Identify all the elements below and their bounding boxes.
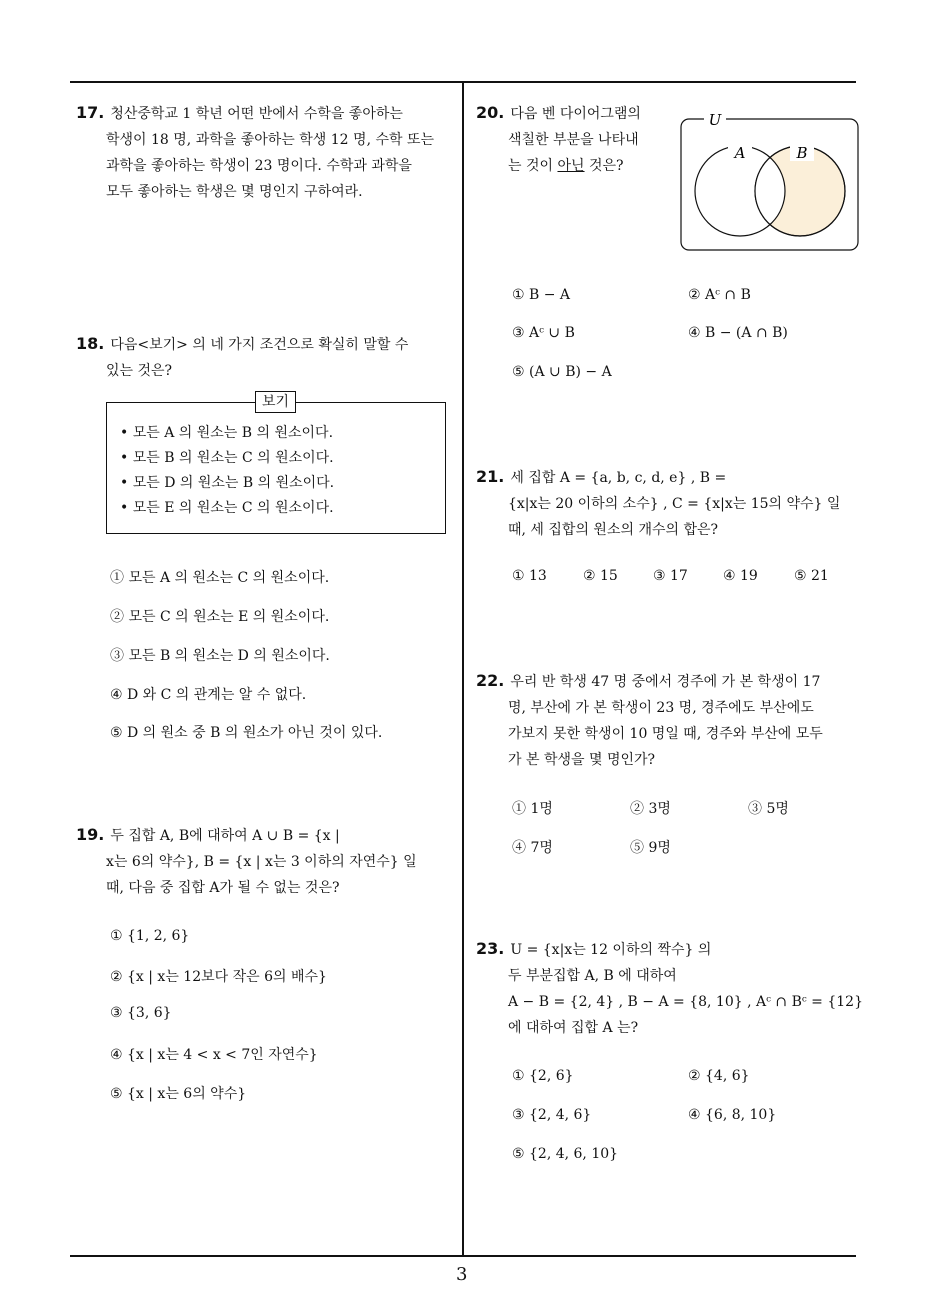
question-19: 19. 두 집합 A, B에 대하여 A ∪ B = {x | x는 6의 약수}, B = {x | x는 3 이하의 자연수} 일 때, 다음 중 집합 A가 될 수 없는 것은?: [76, 825, 417, 896]
question-18: 18. 다음<보기> 의 네 가지 조건으로 확실히 말할 수 있는 것은?: [76, 334, 409, 379]
option-4[interactable]: ④ B − (A ∩ B): [688, 325, 788, 341]
option-1[interactable]: ① {1, 2, 6}: [110, 928, 190, 944]
bogi-item: • 모든 E 의 원소는 C 의 원소이다.: [120, 500, 334, 516]
option-1[interactable]: ① 모든 A 의 원소는 C 의 원소이다.: [110, 570, 330, 586]
universe-label: U: [708, 113, 722, 129]
option-3[interactable]: ③ {3, 6}: [110, 1005, 172, 1021]
option-5[interactable]: ⑤ D 의 원소 중 B 의 원소가 아닌 것이 있다.: [110, 725, 383, 741]
option-2[interactable]: ② {4, 6}: [688, 1068, 750, 1084]
option-2[interactable]: ② 3명: [630, 801, 671, 817]
question-22: 22. 우리 반 학생 47 명 중에서 경주에 가 본 학생이 17 명, 부산에 가 본 학생이 23 명, 경주에도 부산에도 가보지 못한 학생이 10 명일 때, 경주와 부산에 모두 가 본 학생을 몇 명인가?: [476, 671, 823, 768]
question-20: 20. 다음 벤 다이어그램의 색칠한 부분을 나타내 는 것이 아닌 것은?: [476, 103, 641, 174]
question-number: 19.: [76, 825, 105, 844]
question-number: 17.: [76, 103, 105, 122]
bogi-item: • 모든 D 의 원소는 B 의 원소이다.: [120, 475, 335, 491]
option-4[interactable]: ④ 19: [723, 568, 758, 584]
option-3[interactable]: ③ 17: [653, 568, 688, 584]
question-number: 23.: [476, 939, 505, 958]
question-number: 20.: [476, 103, 505, 122]
option-5[interactable]: ⑤ 21: [794, 568, 829, 584]
question-23: 23. U = {x|x는 12 이하의 짝수} 의 두 부분집합 A, B 에 대하여 A − B = {2, 4} , B − A = {8, 10} , Aᶜ ∩ Bᶜ = {12} 에 대하여 집합 A 는?: [476, 939, 863, 1036]
option-4[interactable]: ④ {x | x는 4 < x < 7인 자연수}: [110, 1047, 318, 1063]
option-3[interactable]: ③ {2, 4, 6}: [512, 1107, 592, 1123]
option-1[interactable]: ① 13: [512, 568, 547, 584]
option-5[interactable]: ⑤ 9명: [630, 840, 671, 856]
bogi-item: • 모든 B 의 원소는 C 의 원소이다.: [120, 450, 334, 466]
option-3[interactable]: ③ 5명: [748, 801, 789, 817]
page-number: 3: [456, 1264, 468, 1285]
underlined-word: 아닌: [557, 158, 585, 174]
question-17: 17. 청산중학교 1 학년 어떤 반에서 수학을 좋아하는 학생이 18 명, 과학을 좋아하는 학생 12 명, 수학 또는 과학을 좋아하는 학생이 23 명이다. 수학과 과학을 모두 좋아하는 학생은 몇 명인지 구하여라.: [76, 103, 435, 200]
bogi-item: • 모든 A 의 원소는 B 의 원소이다.: [120, 425, 334, 441]
option-4[interactable]: ④ D 와 C 의 관계는 알 수 없다.: [110, 687, 307, 703]
option-1[interactable]: ① B − A: [512, 287, 571, 303]
option-2[interactable]: ② 모든 C 의 원소는 E 의 원소이다.: [110, 609, 330, 625]
set-a-label: A: [734, 144, 746, 162]
bogi-title: 보기: [255, 391, 296, 413]
option-5[interactable]: ⑤ {x | x는 6의 약수}: [110, 1086, 247, 1102]
option-5[interactable]: ⑤ (A ∪ B) − A: [512, 364, 612, 380]
option-3[interactable]: ③ Aᶜ ∪ B: [512, 325, 575, 341]
set-b-label: B: [796, 144, 808, 162]
venn-diagram: [680, 113, 860, 253]
question-21: 21. 세 집합 A = {a, b, c, d, e} , B = {x|x는 20 이하의 소수} , C = {x|x는 15의 약수} 일 때, 세 집합의 원소의 개수의 합은?: [476, 467, 841, 538]
option-4[interactable]: ④ {6, 8, 10}: [688, 1107, 777, 1123]
column-divider: [462, 81, 464, 1256]
option-5[interactable]: ⑤ {2, 4, 6, 10}: [512, 1146, 619, 1162]
option-4[interactable]: ④ 7명: [512, 840, 553, 856]
question-number: 21.: [476, 467, 505, 486]
bottom-rule: [70, 1255, 856, 1257]
option-2[interactable]: ② 15: [583, 568, 618, 584]
question-number: 22.: [476, 671, 505, 690]
option-1[interactable]: ① {2, 6}: [512, 1068, 574, 1084]
question-number: 18.: [76, 334, 105, 353]
option-2[interactable]: ② {x | x는 12보다 작은 6의 배수}: [110, 969, 327, 985]
option-3[interactable]: ③ 모든 B 의 원소는 D 의 원소이다.: [110, 648, 330, 664]
option-1[interactable]: ① 1명: [512, 801, 553, 817]
option-2[interactable]: ② Aᶜ ∩ B: [688, 287, 751, 303]
